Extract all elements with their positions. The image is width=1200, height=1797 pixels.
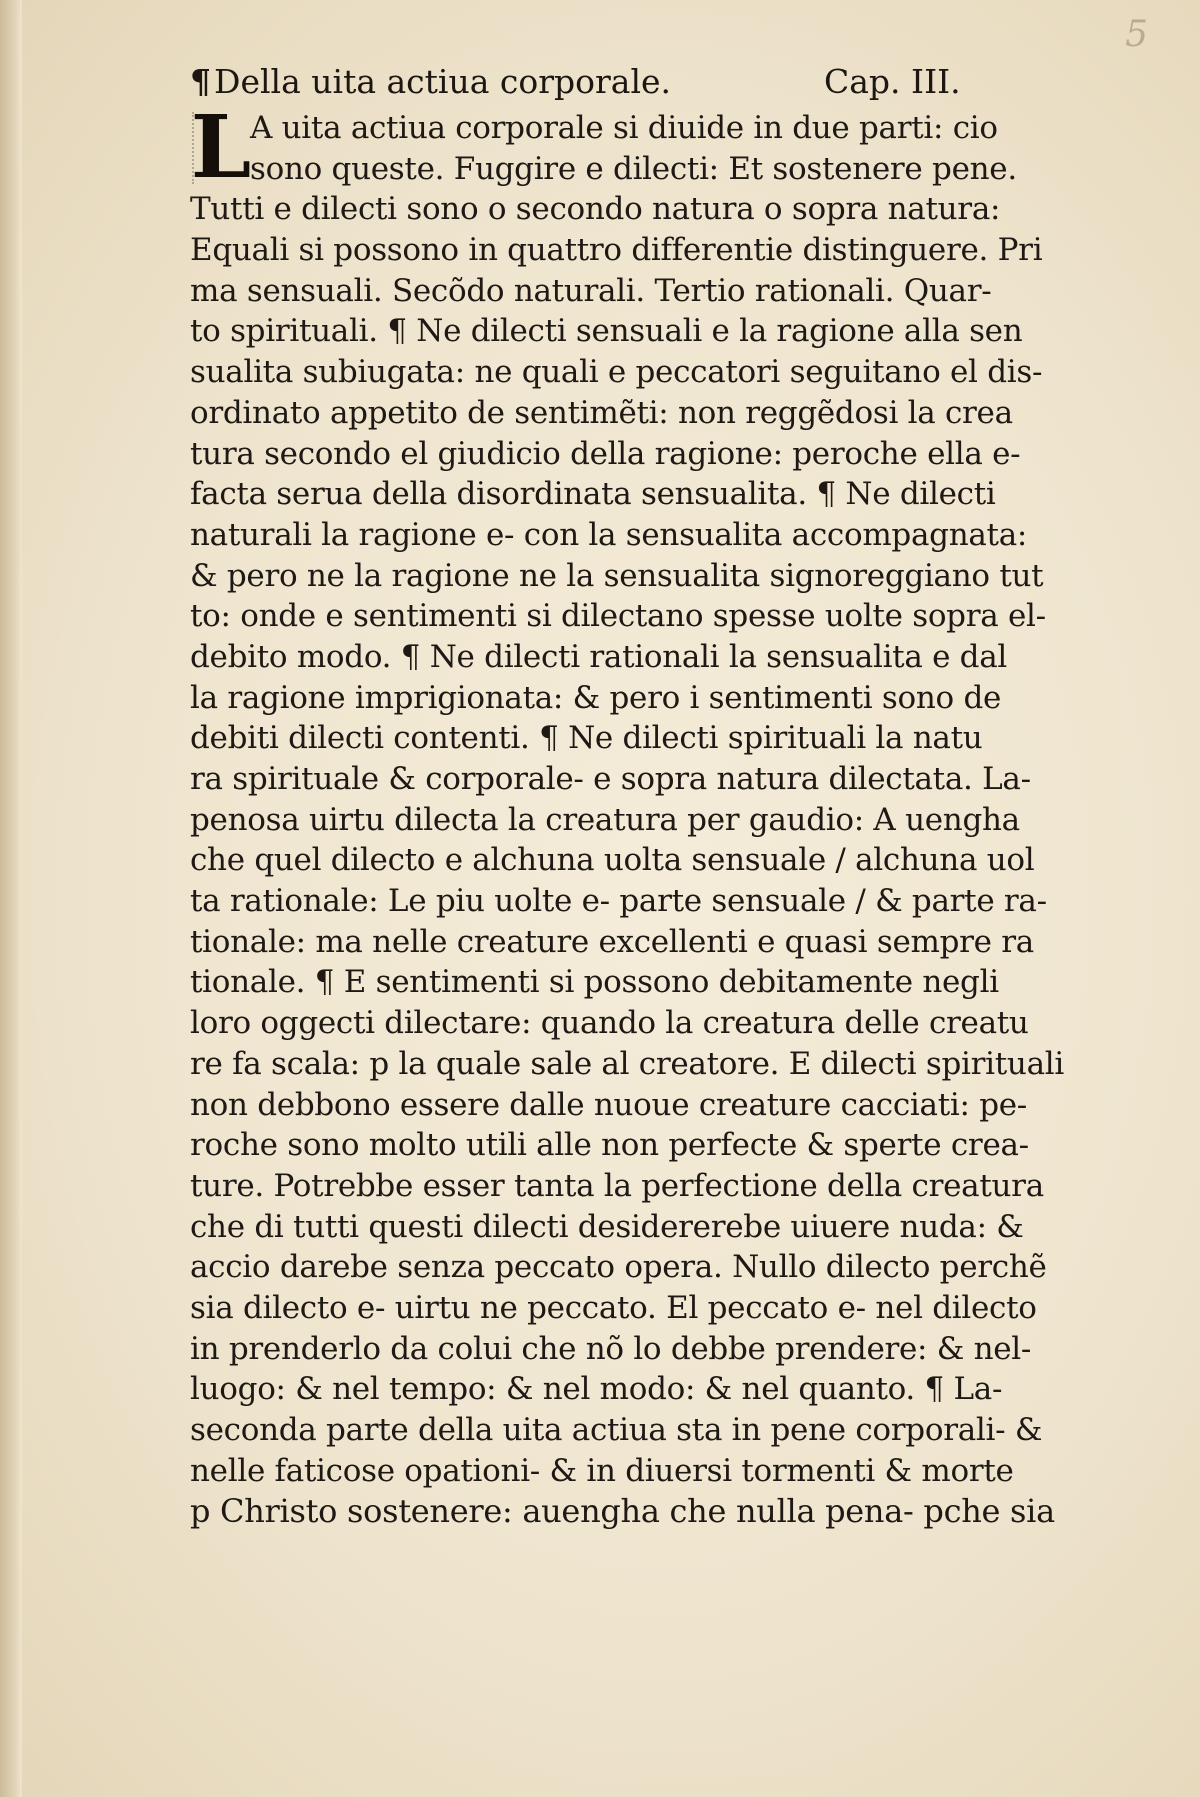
text-line: che di tutti questi dilecti desidererebe uiuere nuda: & — [190, 1208, 1024, 1245]
text-line: & pero ne la ragione ne la sensualita signoreggiano tut — [190, 557, 1044, 594]
text-line: nelle faticose opationi- & in diuersi tormenti & morte — [190, 1452, 1014, 1489]
text-line: seconda parte della uita actiua sta in pene corporali- & — [190, 1412, 1043, 1448]
text-line: ra spirituale & corporale- e sopra natura dilectata. La- — [190, 761, 1031, 797]
folio-mark: 5 — [1125, 14, 1148, 55]
text-line: re fa scala: p la quale sale al creatore. E dilecti spirituali — [190, 1045, 1065, 1082]
text-line: tionale. ¶ E sentimenti si possono debitamente negli — [190, 964, 999, 1001]
text-line: tura secondo el giudicio della ragione: peroche ella e- — [190, 435, 1021, 472]
text-line: p Christo sostenere: auengha che nulla pena- pche sia — [190, 1492, 1055, 1531]
text-line: A uita actiua corporale si diuide in due parti: cio — [250, 110, 998, 146]
chapter-title-group — [190, 62, 671, 101]
chapter-heading — [190, 62, 1050, 108]
text-line: ordinato appetito de sentimẽti: non reggẽdosi la crea — [190, 394, 1013, 431]
text-line: che quel dilecto e alchuna uolta sensuale / alchuna uol — [190, 842, 1035, 879]
text-line: ture. Potrebbe esser tanta la perfectione della creatura — [190, 1167, 1044, 1204]
text-line: debiti dilecti contenti. ¶ Ne dilecti spirituali la natu — [190, 720, 983, 757]
text-line: Tutti e dilecti sono o secondo natura o sopra natura: — [190, 191, 1001, 228]
text-line: accio darebe senza peccato opera. Nullo dilecto perchẽ — [190, 1249, 1047, 1286]
text-line: sono queste. Fuggire e dilecti: Et sostenere pene. — [250, 150, 1017, 187]
initial-letter: L — [190, 97, 252, 198]
text-line: penosa uirtu dilecta la creatura per gaudio: A uengha — [190, 801, 1020, 838]
text-line: sia dilecto e- uirtu ne peccato. El peccato e- nel dilecto — [190, 1289, 1037, 1326]
text-block — [190, 62, 1065, 1532]
page-gutter — [0, 0, 22, 1797]
text-line: ma sensuali. Secõdo naturali. Tertio rationali. Quar- — [190, 272, 992, 309]
text-line: ta rationale: Le piu uolte e- parte sensuale / & parte ra- — [190, 883, 1047, 920]
text-line: loro oggecti dilectare: quando la creatura delle creatu — [190, 1005, 1029, 1042]
chapter-number: Cap. III. — [824, 62, 961, 101]
text-line: Equali si possono in quattro differentie distinguere. Pri — [190, 232, 1043, 269]
text-line: to: onde e sentimenti si dilectano spesse uolte sopra el- — [190, 598, 1046, 635]
text-line: naturali la ragione e- con la sensualita accompagnata: — [190, 516, 1028, 553]
text-line: to spirituali. ¶ Ne dilecti sensuali e la ragione alla sen — [190, 313, 1023, 350]
paragraph-mark-icon: ¶ — [190, 62, 211, 101]
text-line: roche sono molto utili alle non perfecte & sperte crea- — [190, 1127, 1029, 1164]
text-line: in prenderlo da colui che nõ lo debbe prendere: & nel- — [190, 1330, 1032, 1367]
text-line: non debbono essere dalle nuoue creature cacciati: pe- — [190, 1086, 1027, 1123]
text-line: debito modo. ¶ Ne dilecti rationali la sensualita e dal — [190, 638, 1008, 675]
text-line: la ragione imprigionata: & pero i sentimenti sono de — [190, 679, 1002, 716]
text-line: tionale: ma nelle creature excellenti e quasi sempre ra — [190, 923, 1034, 960]
text-line: sualita subiugata: ne quali e peccatori seguitano el dis- — [190, 354, 1043, 391]
text-line: luogo: & nel tempo: & nel modo: & nel quanto. ¶ La- — [190, 1371, 1003, 1408]
body-text — [190, 97, 1065, 1532]
text-line: facta serua della disordinata sensualita. ¶ Ne dilecti — [190, 476, 996, 513]
chapter-title: Della uita actiua corporale. — [214, 62, 672, 101]
